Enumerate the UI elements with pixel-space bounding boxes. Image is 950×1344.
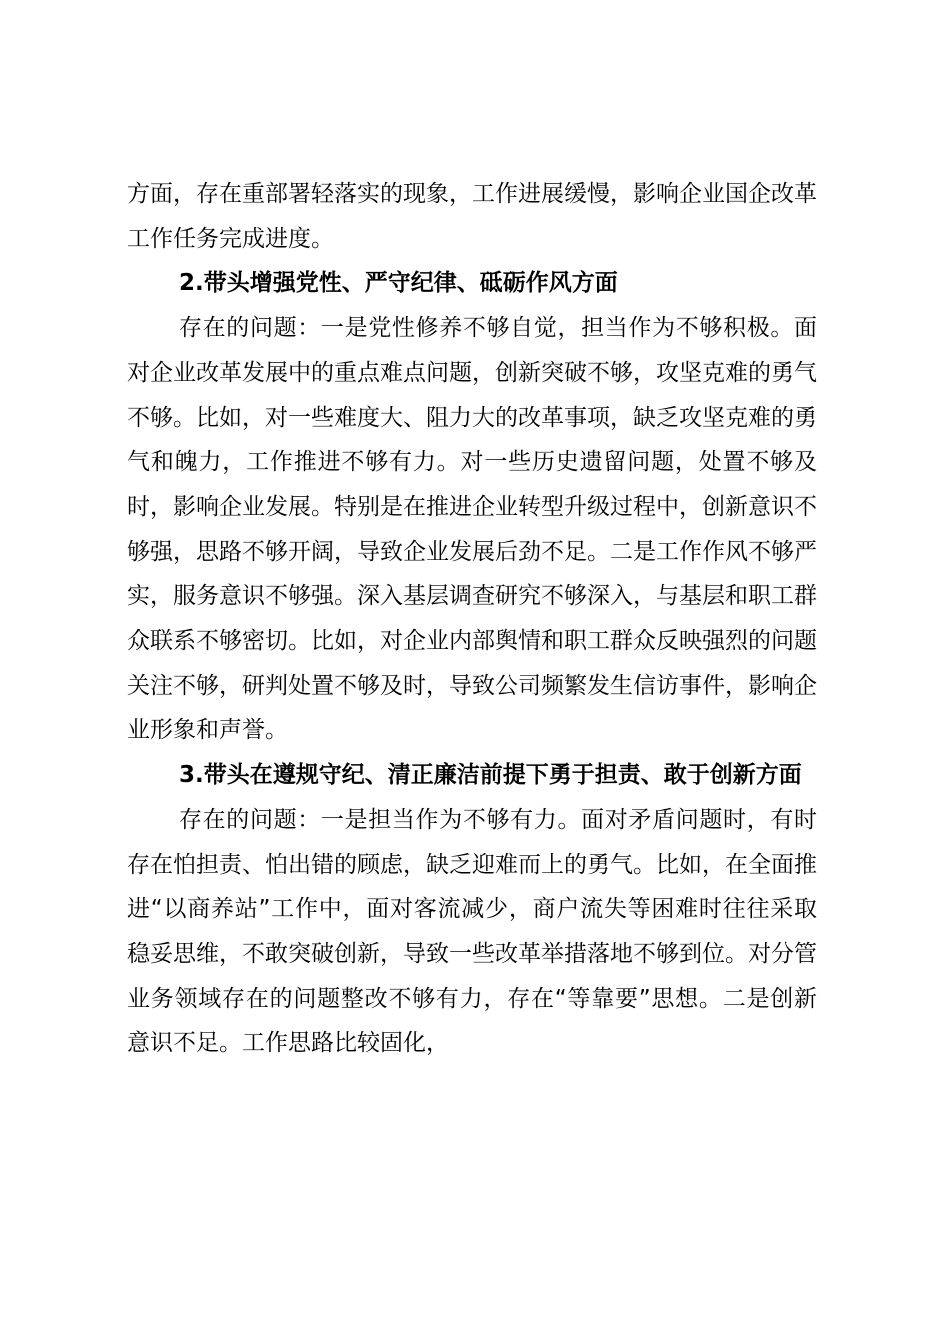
paragraph-section-2: 存在的问题：一是党性修养不够自觉，担当作为不够积极。面对企业改革发展中的重点难点问题，创新突破不够，攻坚克难的勇气不够。比如，对一些难度大、阻力大的改革事项，缺乏攻坚克难的勇气和魄力，工作推进不够有力。对一些历史遗留问题，处置不够及时，影响企业发展。特别是在推进企业转型升级过程中，创新意识不够强，思路不够开阔，导致企业发展后劲不足。二是工作作风不够严实，服务意识不够强。深入基层调查研究不够深入，与基层和职工群众联系不够密切。比如，对企业内部舆情和职工群众反映强烈的问题关注不够，研判处置不够及时，导致公司频繁发生信访事件，影响企业形象和声誉。: [127, 315, 817, 744]
section-heading-2: 2.带头增强党性、严守纪律、砥砺作风方面: [179, 270, 618, 297]
section-heading-3: 3.带头在遵规守纪、清正廉洁前提下勇于担责、敢于创新方面: [179, 762, 802, 789]
paragraph-continuation: 方面，存在重部署轻落实的现象，工作进展缓慢，影响企业国企改革工作任务完成进度。: [127, 181, 817, 252]
document-body: [127, 172, 817, 1066]
paragraph-section-3: 存在的问题：一是担当作为不够有力。面对矛盾问题时，有时存在怕担责、怕出错的顾虑，缺乏迎难而上的勇气。比如，在全面推进“以商养站”工作中，面对客流减少，商户流失等困难时往往采取稳妥思维，不敢突破创新，导致一些改革举措落地不够到位。对分管业务领域存在的问题整改不够有力，存在“等靠要”思想。二是创新意识不足。工作思路比较固化，: [127, 806, 817, 1057]
